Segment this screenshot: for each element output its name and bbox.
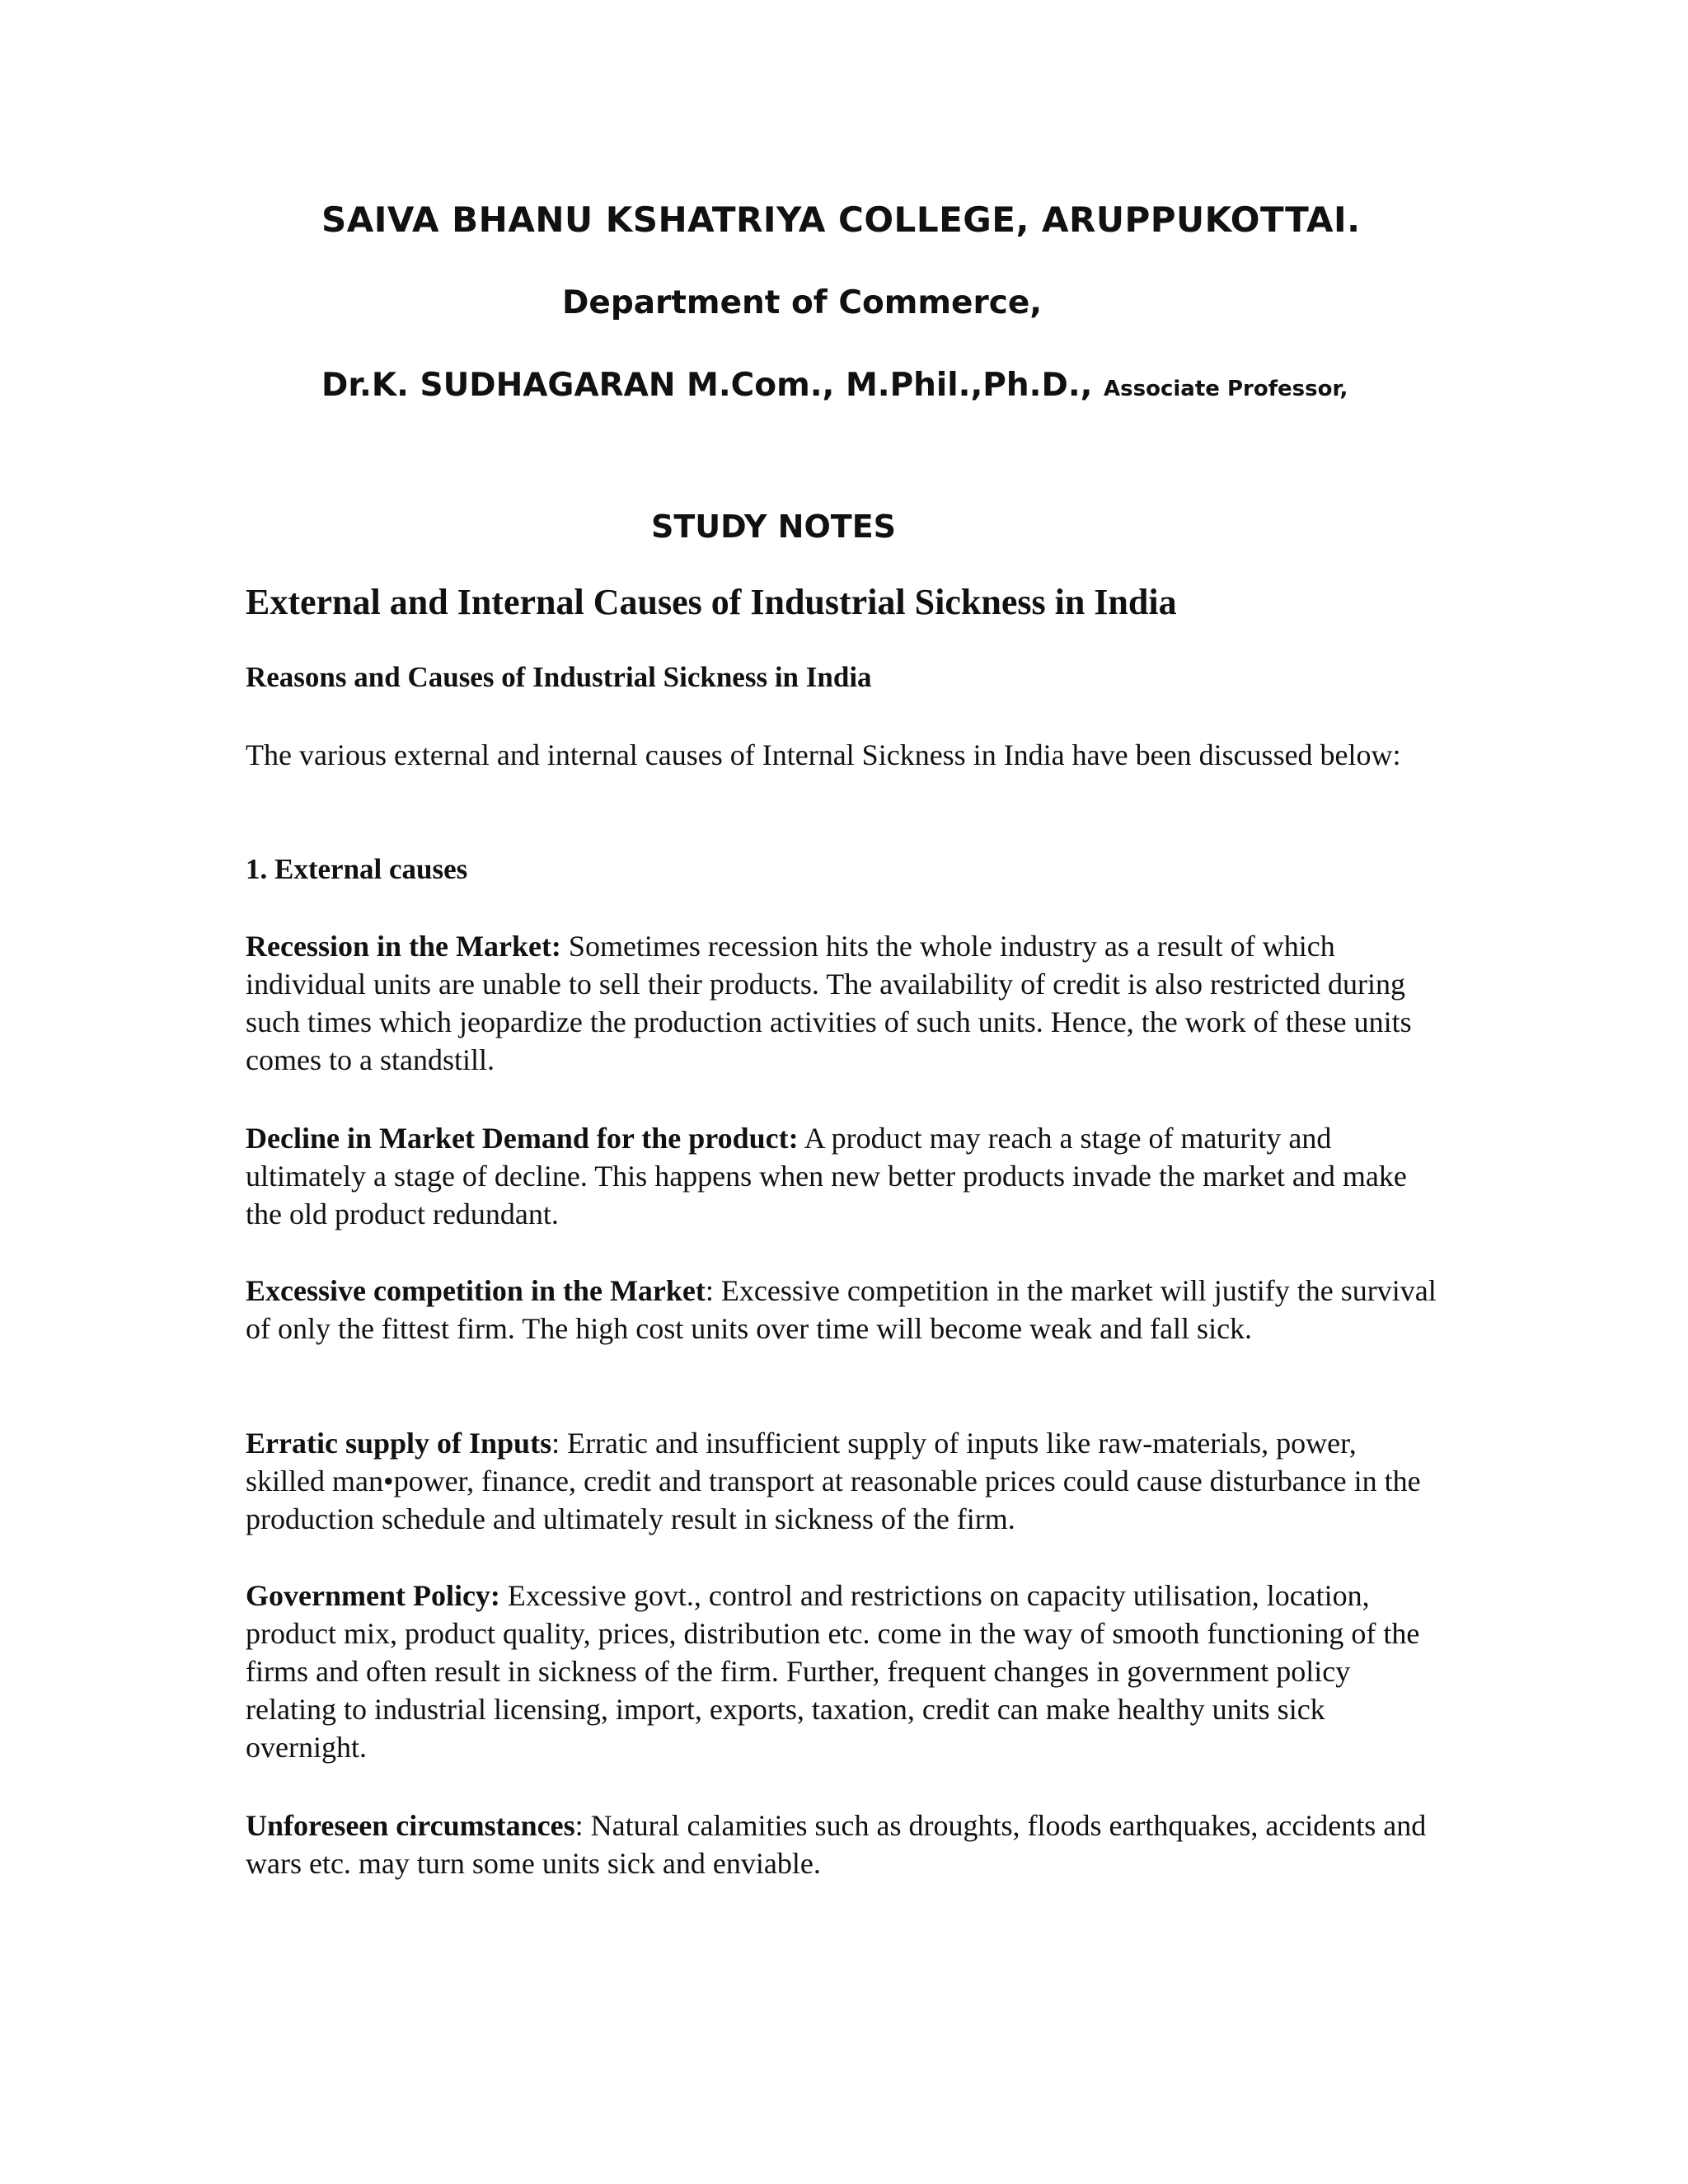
cause-paragraph-recession xyxy=(246,927,1441,1079)
cause-paragraph-unforeseen xyxy=(246,1807,1441,1882)
cause-term: Recession in the Market: xyxy=(246,930,561,963)
faculty-title: Associate Professor, xyxy=(1104,377,1348,401)
document-subtitle: Reasons and Causes of Industrial Sickness in India xyxy=(246,661,872,693)
department-name: Department of Commerce, xyxy=(562,284,1043,321)
cause-paragraph-inputs xyxy=(246,1424,1441,1538)
cause-text: : Excessive competition in the market will justify the survival of only the fittest firm. The high cost units over time will become weak and fall sick. xyxy=(246,1274,1437,1345)
cause-text: : Erratic and insufficient supply of inputs like raw-materials, power, skilled man•power, finance, credit and transport at reasonable prices could cause disturbance in the production schedule and ultimately result in sickness of the firm. xyxy=(246,1427,1421,1535)
cause-term: Decline in Market Demand for the product: xyxy=(246,1122,799,1155)
section-heading: 1. External causes xyxy=(246,853,468,885)
document-title: External and Internal Causes of Industrial Sickness in India xyxy=(246,582,1177,622)
cause-text: : Natural calamities such as droughts, floods earthquakes, accidents and wars etc. may turn some units sick and enviable. xyxy=(246,1809,1427,1880)
cause-term: Excessive competition in the Market xyxy=(246,1274,706,1307)
cause-paragraph-government-policy xyxy=(246,1577,1441,1766)
cause-term: Government Policy: xyxy=(246,1579,500,1612)
cause-text: A product may reach a stage of maturity and ultimately a stage of decline. This happens when new better products invade the market and make the old product redundant. xyxy=(246,1122,1407,1230)
cause-term: Erratic supply of Inputs xyxy=(246,1427,552,1460)
faculty-line xyxy=(321,367,1348,404)
cause-text: Sometimes recession hits the whole industry as a result of which individual units are unable to sell their products. The availability of credit is also restricted during such times which jeopardize the production activities of such units. Hence, the work of these units comes to a standstill. xyxy=(246,930,1412,1076)
faculty-name: Dr.K. SUDHAGARAN M.Com., M.Phil.,Ph.D., xyxy=(321,367,1093,404)
intro-paragraph: The various external and internal causes of Internal Sickness in India have been discussed below: xyxy=(246,738,1401,771)
college-name: SAIVA BHANU KSHATRIYA COLLEGE, ARUPPUKOTTAI. xyxy=(321,199,1361,240)
cause-paragraph-competition xyxy=(246,1272,1441,1347)
cause-term: Unforeseen circumstances xyxy=(246,1809,575,1842)
cause-paragraph-demand-decline xyxy=(246,1119,1441,1233)
study-notes-label: STUDY NOTES xyxy=(651,509,897,545)
cause-text: Excessive govt., control and restrictions on capacity utilisation, location, product mix, product quality, prices, distribution etc. come in the way of smooth functioning of the firms and often result in sickness of the firm. Further, frequent changes in government policy relating to industrial licensing, import, exports, taxation, credit can make healthy units sick overnight. xyxy=(246,1579,1420,1764)
